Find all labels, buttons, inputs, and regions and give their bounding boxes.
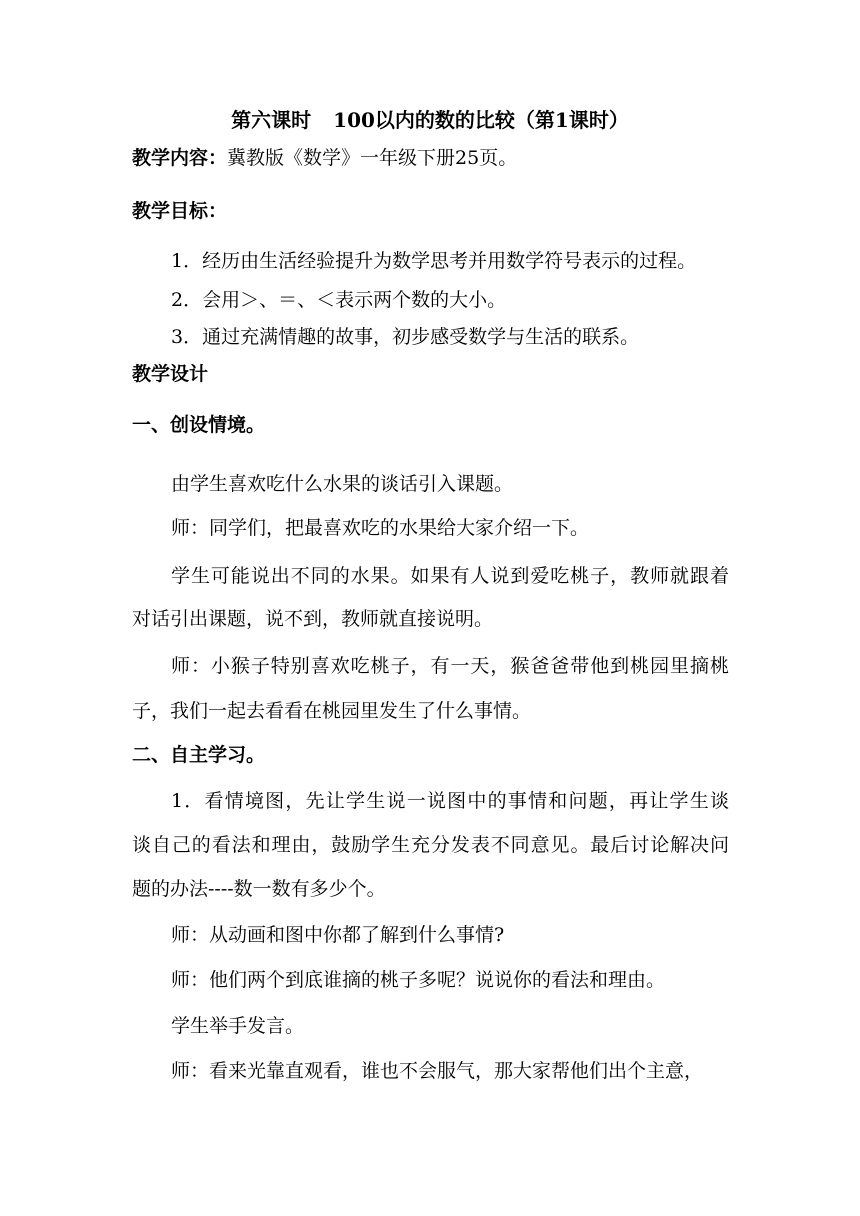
teaching-content-text: 冀教版《数学》一年级下册25页。 [227,147,518,169]
section-2-paragraph-1-line-3: 题的办法----数一数有多少个。 [132,878,386,900]
teaching-content-label: 教学内容： [132,147,228,169]
section-2-paragraph-2: 师：从动画和图中你都了解到什么事情? [171,924,505,946]
teaching-design-heading: 教学设计 [132,363,209,385]
section-2-paragraph-4: 学生举手发言。 [171,1015,305,1037]
page-title [0,106,860,134]
section-1-paragraph-4-line-2: 子，我们一起去看看在桃园里发生了什么事情。 [132,700,532,722]
section-2-paragraph-5: 师：看来光靠直观看，谁也不会服气，那大家帮他们出个主意， [171,1060,704,1082]
title-topic: 100以内的数的比较（第1课时） [333,108,629,132]
section-1-paragraph-2: 师：同学们，把最喜欢吃的水果给大家介绍一下。 [171,517,590,539]
goal-item-1: 1．经历由生活经验提升为数学思考并用数学符号表示的过程。 [171,250,697,272]
section-1-paragraph-1: 由学生喜欢吃什么水果的谈话引入课题。 [171,473,514,495]
section-1-paragraph-3-line-2: 对话引出课题，说不到，教师就直接说明。 [132,608,494,630]
teaching-goals-heading: 教学目标： [132,200,228,222]
section-2-paragraph-1-line-2: 谈自己的看法和理由，鼓励学生充分发表不同意见。最后讨论解决问 [132,834,729,856]
section-1-paragraph-3-line-1: 学生可能说出不同的水果。如果有人说到爱吃桃子，教师就跟着 [171,565,729,587]
title-lesson-number: 第六课时 [231,108,312,132]
teaching-content [132,144,517,172]
section-1-heading: 一、创设情境。 [132,414,266,436]
section-1-paragraph-4-line-1: 师：小猴子特别喜欢吃桃子，有一天，猴爸爸带他到桃园里摘桃 [171,655,729,677]
section-2-paragraph-1-line-1: 1．看情境图，先让学生说一说图中的事情和问题，再让学生谈 [171,790,729,812]
goal-item-2: 2．会用＞、＝、＜表示两个数的大小。 [171,289,507,311]
section-2-heading: 二、自主学习。 [132,744,266,766]
goal-item-3: 3．通过充满情趣的故事，初步感受数学与生活的联系。 [171,326,640,348]
section-2-paragraph-3: 师：他们两个到底谁摘的桃子多呢？说说你的看法和理由。 [171,969,666,991]
